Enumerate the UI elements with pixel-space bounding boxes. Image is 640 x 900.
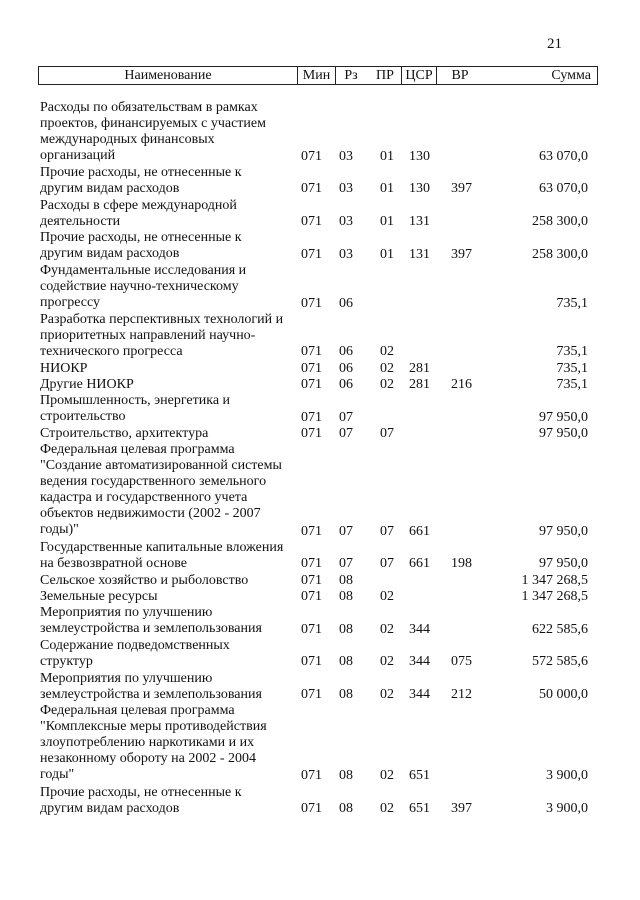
cell-vr: 212 bbox=[451, 686, 472, 702]
cell-rz: 08 bbox=[339, 654, 353, 670]
row-name-line: объектов недвижимости (2002 - 2007 bbox=[40, 506, 261, 522]
row-name-line: организаций bbox=[40, 148, 116, 163]
cell-rz: 08 bbox=[339, 589, 353, 604]
cell-rz: 07 bbox=[339, 426, 353, 441]
cell-sum: 735,1 bbox=[556, 295, 588, 311]
row-name-line: Земельные ресурсы bbox=[40, 589, 158, 604]
cell-min: 071 bbox=[301, 800, 322, 816]
cell-pr: 02 bbox=[380, 800, 394, 816]
cell-sum: 1 347 268,5 bbox=[521, 572, 588, 588]
cell-min: 071 bbox=[301, 148, 322, 164]
row-name-line: другим видам расходов bbox=[40, 181, 180, 197]
cell-pr: 01 bbox=[380, 246, 394, 262]
row-name bbox=[40, 312, 290, 360]
row-name-line: Содержание подведомственных bbox=[40, 637, 230, 653]
row-name-line: незаконному обороту на 2002 - 2004 bbox=[40, 751, 257, 767]
row-name-line: годы" bbox=[40, 767, 75, 783]
cell-sum: 735,1 bbox=[556, 377, 588, 393]
cell-min: 071 bbox=[301, 377, 322, 393]
cell-min: 071 bbox=[301, 246, 322, 262]
cell-sum: 50 000,0 bbox=[539, 686, 588, 702]
cell-vr: 397 bbox=[451, 246, 472, 262]
cell-min: 071 bbox=[301, 426, 322, 441]
row-name bbox=[40, 426, 290, 442]
cell-pr: 01 bbox=[380, 148, 394, 164]
row-name bbox=[40, 540, 290, 572]
row-name-line: Государственные капитальные вложения bbox=[40, 540, 284, 556]
cell-pr: 02 bbox=[380, 686, 394, 702]
cell-pr: 02 bbox=[380, 377, 394, 393]
row-name-line: Разработка перспективных технологий и bbox=[40, 311, 284, 327]
cell-rz: 08 bbox=[339, 800, 353, 816]
cell-rz: 07 bbox=[339, 556, 353, 572]
row-name-line: Другие НИОКР bbox=[40, 377, 134, 393]
cell-csr: 344 bbox=[409, 686, 430, 702]
column-header-name: Наименование bbox=[124, 68, 212, 83]
cell-sum: 63 070,0 bbox=[539, 181, 588, 197]
cell-vr: 198 bbox=[451, 556, 472, 572]
column-header-vr: ВР bbox=[451, 68, 469, 83]
cell-csr: 130 bbox=[409, 181, 430, 197]
cell-pr: 07 bbox=[380, 523, 394, 539]
cell-min: 071 bbox=[301, 654, 322, 670]
cell-csr: 131 bbox=[409, 214, 430, 230]
row-name-line: Прочие расходы, не отнесенные к bbox=[40, 165, 242, 181]
row-name-line: Расходы по обязательствам в рамках bbox=[40, 100, 258, 115]
cell-rz: 06 bbox=[339, 344, 353, 360]
row-name-line: строительство bbox=[40, 409, 126, 425]
cell-sum: 97 950,0 bbox=[539, 409, 588, 425]
cell-sum: 1 347 268,5 bbox=[521, 589, 588, 604]
row-name bbox=[40, 442, 290, 538]
row-name bbox=[40, 589, 290, 605]
cell-rz: 03 bbox=[339, 148, 353, 164]
row-name-line: Сельское хозяйство и рыболовство bbox=[40, 572, 249, 588]
row-name-line: структур bbox=[40, 653, 93, 669]
cell-min: 071 bbox=[301, 589, 322, 604]
cell-rz: 08 bbox=[339, 572, 353, 588]
row-name-line: Строительство, архитектура bbox=[40, 426, 209, 441]
row-name-line: землеустройства и землепользования bbox=[40, 686, 262, 702]
cell-min: 071 bbox=[301, 621, 322, 637]
row-name-line: "Создание автоматизированной системы bbox=[40, 458, 282, 474]
row-name-line: НИОКР bbox=[40, 360, 88, 376]
cell-csr: 651 bbox=[409, 768, 430, 784]
row-name-line: ведения государственного земельного bbox=[40, 474, 267, 490]
cell-pr: 02 bbox=[380, 768, 394, 784]
cell-rz: 06 bbox=[339, 360, 353, 376]
row-name-line: прогрессу bbox=[40, 295, 101, 310]
cell-min: 071 bbox=[301, 360, 322, 376]
cell-sum: 97 950,0 bbox=[539, 426, 588, 441]
row-name bbox=[40, 573, 290, 589]
cell-csr: 281 bbox=[409, 377, 430, 393]
row-name-line: Фундаментальные исследования и bbox=[40, 263, 247, 278]
row-name-line: Расходы в сфере международной bbox=[40, 197, 237, 213]
cell-pr: 01 bbox=[380, 214, 394, 230]
row-name bbox=[40, 198, 290, 230]
row-name-line: технического прогресса bbox=[40, 343, 183, 359]
row-name bbox=[40, 671, 290, 703]
cell-csr: 651 bbox=[409, 800, 430, 816]
cell-sum: 3 900,0 bbox=[546, 768, 588, 784]
cell-sum: 258 300,0 bbox=[532, 214, 588, 230]
cell-rz: 08 bbox=[339, 768, 353, 784]
cell-csr: 344 bbox=[409, 654, 430, 670]
cell-min: 071 bbox=[301, 295, 322, 311]
column-header-pr: ПР bbox=[376, 68, 394, 83]
row-name-line: Прочие расходы, не отнесенные к bbox=[40, 230, 242, 246]
cell-pr: 02 bbox=[380, 621, 394, 637]
cell-min: 071 bbox=[301, 572, 322, 588]
row-name-line: Прочие расходы, не отнесенные к bbox=[40, 784, 242, 800]
cell-min: 071 bbox=[301, 523, 322, 539]
column-header-rz: Рз bbox=[344, 68, 358, 83]
cell-rz: 07 bbox=[339, 409, 353, 425]
cell-csr: 130 bbox=[409, 148, 430, 164]
cell-min: 071 bbox=[301, 556, 322, 572]
row-name-line: деятельности bbox=[40, 213, 121, 229]
cell-sum: 97 950,0 bbox=[539, 556, 588, 572]
row-name-line: "Комплексные меры противодействия bbox=[40, 719, 267, 735]
cell-sum: 572 585,6 bbox=[532, 654, 588, 670]
row-name-line: другим видам расходов bbox=[40, 246, 180, 262]
row-name-line: Федеральная целевая программа bbox=[40, 703, 235, 719]
row-name-line: на безвозвратной основе bbox=[40, 556, 187, 572]
cell-sum: 63 070,0 bbox=[539, 148, 588, 164]
column-header-csr: ЦСР bbox=[405, 68, 433, 83]
row-name bbox=[40, 165, 290, 197]
row-name bbox=[40, 263, 290, 311]
cell-sum: 735,1 bbox=[556, 344, 588, 360]
cell-vr: 075 bbox=[451, 654, 472, 670]
cell-pr: 02 bbox=[380, 360, 394, 376]
page-number: 21 bbox=[547, 36, 562, 52]
row-name-line: проектов, финансируемых с участием bbox=[40, 116, 266, 131]
row-name-line: злоупотреблению наркотиками и их bbox=[40, 735, 255, 751]
cell-pr: 01 bbox=[380, 181, 394, 197]
cell-rz: 08 bbox=[339, 621, 353, 637]
cell-sum: 3 900,0 bbox=[546, 800, 588, 816]
row-name-line: другим видам расходов bbox=[40, 800, 180, 816]
cell-pr: 02 bbox=[380, 344, 394, 360]
cell-csr: 661 bbox=[409, 556, 430, 572]
column-header-sum: Сумма bbox=[551, 68, 591, 83]
cell-min: 071 bbox=[301, 768, 322, 784]
cell-rz: 03 bbox=[339, 181, 353, 197]
cell-csr: 344 bbox=[409, 621, 430, 637]
row-name-line: Мероприятия по улучшению bbox=[40, 605, 213, 621]
cell-pr: 02 bbox=[380, 589, 394, 604]
cell-csr: 661 bbox=[409, 523, 430, 539]
cell-vr: 397 bbox=[451, 800, 472, 816]
cell-sum: 258 300,0 bbox=[532, 246, 588, 262]
cell-csr: 281 bbox=[409, 360, 430, 376]
row-name bbox=[40, 100, 290, 164]
row-name bbox=[40, 605, 290, 637]
row-name-line: кадастра и государственного учета bbox=[40, 490, 248, 506]
cell-min: 071 bbox=[301, 686, 322, 702]
cell-sum: 622 585,6 bbox=[532, 621, 588, 637]
row-name-line: содействие научно-техническому bbox=[40, 279, 239, 294]
row-name bbox=[40, 377, 290, 393]
row-name bbox=[40, 393, 290, 425]
row-name-line: Промышленность, энергетика и bbox=[40, 393, 231, 409]
cell-rz: 06 bbox=[339, 295, 353, 311]
cell-sum: 735,1 bbox=[556, 360, 588, 376]
cell-vr: 397 bbox=[451, 181, 472, 197]
cell-pr: 07 bbox=[380, 426, 394, 441]
cell-rz: 08 bbox=[339, 686, 353, 702]
cell-min: 071 bbox=[301, 344, 322, 360]
cell-pr: 07 bbox=[380, 556, 394, 572]
row-name-line: землеустройства и землепользования bbox=[40, 621, 262, 637]
row-name-line: международных финансовых bbox=[40, 132, 215, 147]
cell-min: 071 bbox=[301, 181, 322, 197]
row-name-line: приоритетных направлений научно- bbox=[40, 327, 256, 343]
cell-rz: 07 bbox=[339, 523, 353, 539]
cell-min: 071 bbox=[301, 214, 322, 230]
column-header-min: Мин bbox=[302, 68, 331, 83]
row-name bbox=[40, 361, 290, 377]
cell-rz: 03 bbox=[339, 246, 353, 262]
cell-rz: 03 bbox=[339, 214, 353, 230]
cell-rz: 06 bbox=[339, 377, 353, 393]
cell-min: 071 bbox=[301, 409, 322, 425]
cell-csr: 131 bbox=[409, 246, 430, 262]
cell-sum: 97 950,0 bbox=[539, 523, 588, 539]
row-name-line: Федеральная целевая программа bbox=[40, 442, 235, 458]
row-name bbox=[40, 638, 290, 670]
row-name bbox=[40, 230, 290, 262]
cell-pr: 02 bbox=[380, 654, 394, 670]
cell-vr: 216 bbox=[451, 377, 472, 393]
row-name bbox=[40, 785, 290, 817]
row-name-line: Мероприятия по улучшению bbox=[40, 670, 213, 686]
row-name-line: годы)" bbox=[40, 522, 79, 538]
row-name bbox=[40, 703, 290, 783]
